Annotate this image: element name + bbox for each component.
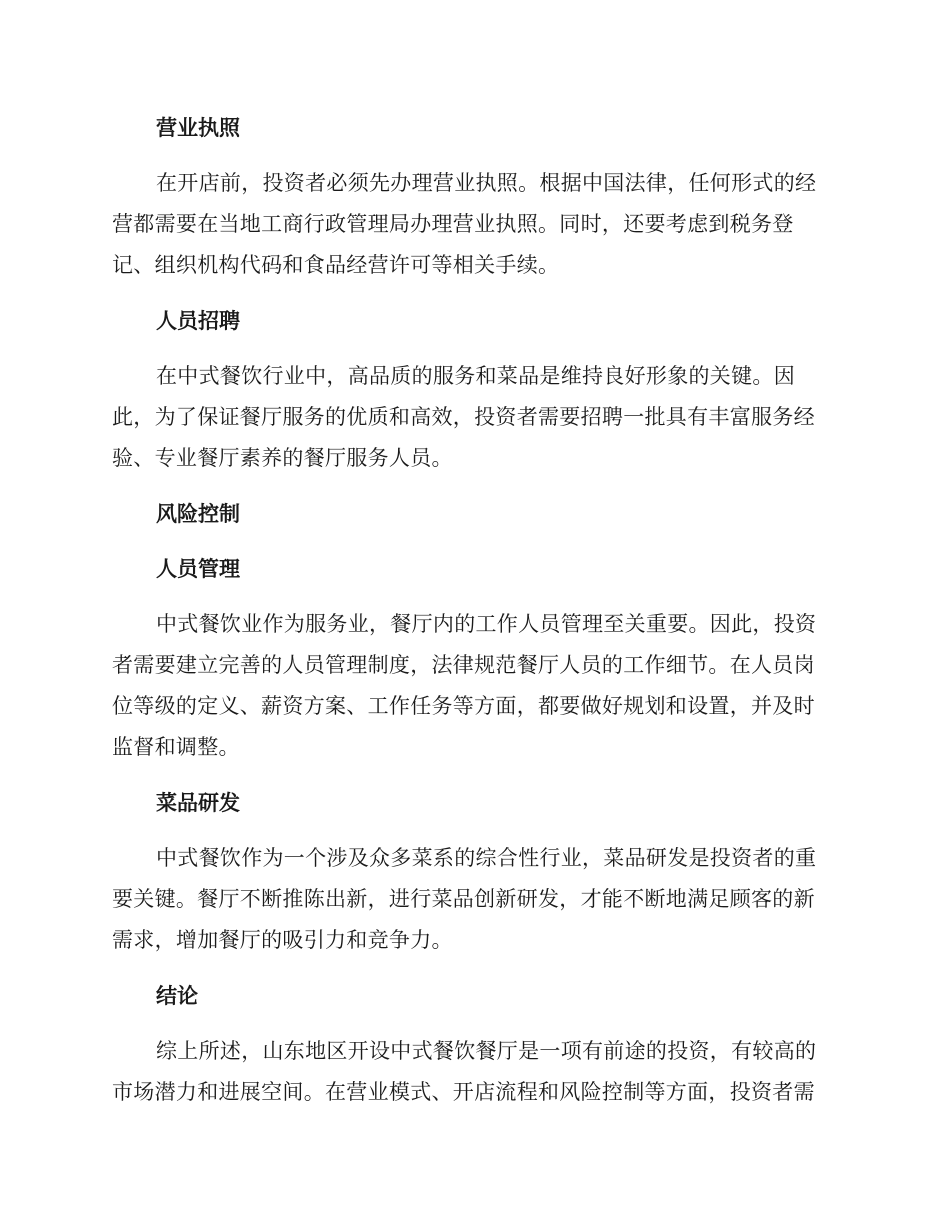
paragraph-line: 验、专业餐厅素养的餐厅服务人员。: [112, 446, 453, 470]
paragraph-line: 者需要建立完善的人员管理制度，法律规范餐厅人员的工作细节。在人员岗: [112, 653, 815, 677]
paragraph-line: 要关键。餐厅不断推陈出新，进行菜品创新研发，才能不断地满足顾客的新: [112, 887, 815, 911]
document-page: [112, 108, 832, 1128]
section-heading-dish-development: 菜品研发: [156, 791, 240, 815]
section-paragraph-staff-management: [112, 604, 832, 768]
section-paragraph-recruitment: [112, 356, 832, 479]
paragraph-line: 在中式餐饮行业中，高品质的服务和菜品是维持良好形象的关键。因: [156, 364, 795, 388]
paragraph-line: 营都需要在当地工商行政管理局办理营业执照。同时，还要考虑到税务登: [112, 212, 794, 236]
section-heading-risk-control: 风险控制: [156, 502, 240, 526]
section-heading-recruitment: 人员招聘: [156, 309, 240, 333]
section-paragraph-dish-development: [112, 838, 832, 961]
section-paragraph-conclusion: [112, 1031, 832, 1113]
paragraph-line: 综上所述，山东地区开设中式餐饮餐厅是一项有前途的投资，有较高的: [156, 1039, 817, 1063]
paragraph-line: 位等级的定义、薪资方案、工作任务等方面，都要做好规划和设置，并及时: [112, 694, 815, 718]
paragraph-line: 记、组织机构代码和食品经营许可等相关手续。: [112, 253, 560, 277]
paragraph-line: 中式餐饮作为一个涉及众多菜系的综合性行业，菜品研发是投资者的重: [156, 846, 817, 870]
section-heading-staff-management: 人员管理: [156, 557, 240, 581]
paragraph-line: 需求，增加餐厅的吸引力和竞争力。: [112, 928, 453, 952]
paragraph-line: 中式餐饮业作为服务业，餐厅内的工作人员管理至关重要。因此，投资: [156, 612, 817, 636]
paragraph-line: 此，为了保证餐厅服务的优质和高效，投资者需要招聘一批具有丰富服务经: [112, 405, 815, 429]
paragraph-line: 市场潜力和进展空间。在营业模式、开店流程和风险控制等方面，投资者需: [112, 1080, 815, 1104]
section-heading-conclusion: 结论: [156, 984, 198, 1008]
paragraph-line: 监督和调整。: [112, 735, 240, 759]
section-heading-business-license: 营业执照: [156, 116, 240, 140]
section-paragraph-business-license: [112, 163, 832, 286]
paragraph-line: 在开店前，投资者必须先办理营业执照。根据中国法律，任何形式的经: [156, 171, 817, 195]
